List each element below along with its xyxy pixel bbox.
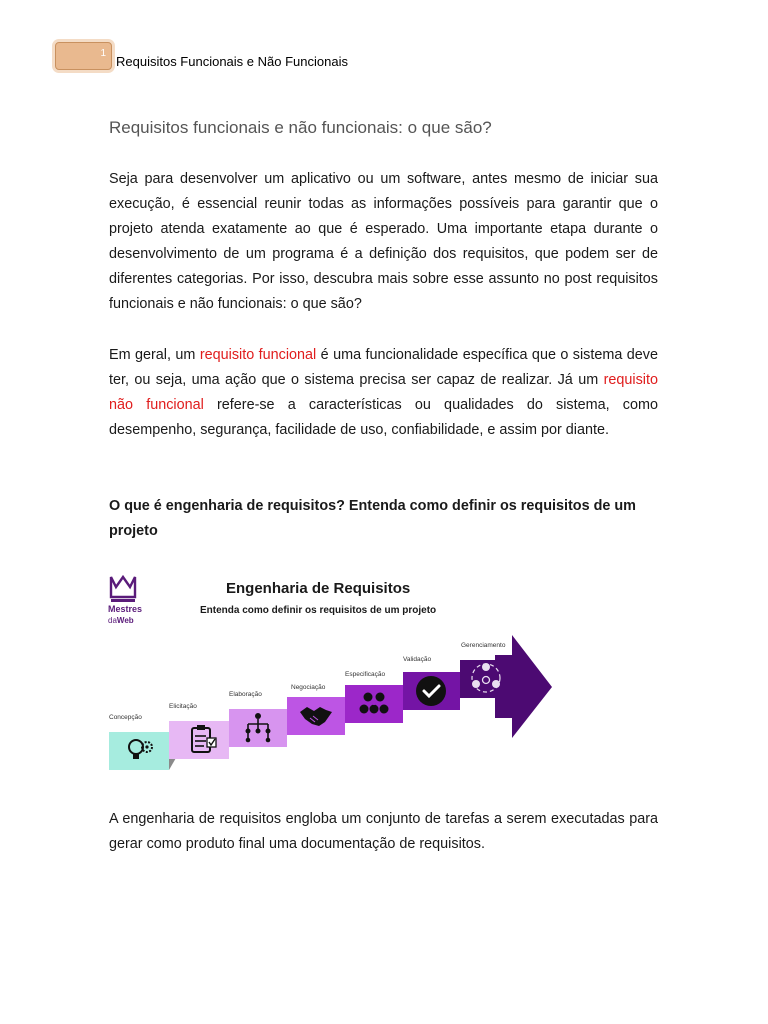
page-number: 1	[100, 48, 106, 59]
step-label-gerenciamento: Gerenciamento	[461, 642, 506, 649]
logo-text-da: da	[108, 616, 117, 625]
infographic-title: Engenharia de Requisitos	[226, 580, 411, 597]
step-label-validacao: Validação	[403, 656, 432, 663]
section-subheading: O que é engenharia de requisitos? Entenda como definir os requisitos de um projeto	[109, 498, 636, 539]
definition-paragraph	[109, 343, 658, 443]
header-title: Requisitos Funcionais e Não Funcionais	[116, 54, 348, 69]
definition-text-1: Em geral, um	[109, 347, 200, 363]
functional-requirement-link[interactable]: requisito funcional	[199, 347, 317, 363]
check-circle-icon	[416, 676, 446, 706]
step-label-especificacao: Especificação	[345, 671, 386, 678]
step-label-elicitacao: Elicitação	[169, 703, 197, 710]
logo-text-line1: Mestres	[108, 604, 143, 614]
step-label-elaboracao: Elaboração	[229, 691, 262, 698]
infographic-subtitle: Entenda como definir os requisitos de um projeto	[200, 605, 437, 616]
closing-paragraph: A engenharia de requisitos engloba um conjunto de tarefas a serem executadas para gerar como produto final uma documentação de requisitos.	[109, 811, 658, 852]
definition-text-2: é uma funcionalidade específica que o sistema deve ter, ou seja, uma ação que o sistema precisa ser capaz de realizar. Já um	[109, 347, 658, 388]
step-label-negociacao: Negociação	[291, 684, 326, 691]
staircase-diagram	[100, 565, 560, 780]
page-heading: Requisitos funcionais e não funcionais: o que são?	[109, 118, 492, 137]
definition-text-3: refere-se a características ou qualidades do sistema, como desempenho, segurança, facilidade de uso, confiabilidade, e assim por diante.	[109, 397, 658, 438]
logo-text-web: Web	[116, 616, 134, 625]
step-label-concepcao: Concepção	[109, 714, 142, 721]
intro-paragraph: Seja para desenvolver um aplicativo ou um software, antes mesmo de iniciar sua execução, é essencial reunir todas as informações possíveis para garantir que o projeto atenda exatamente ao que é esperado. Uma importante etapa durante o desenvolvimento de um programa é a definição dos requisitos, que podem ser de diferentes categorias. Por isso, descubra mais sobre esse assunto no post requisitos funcionais e não funcionais: o que são?	[109, 171, 658, 312]
requirements-engineering-infographic	[100, 565, 560, 780]
page-number-tab	[55, 42, 112, 70]
non-functional-requirement-link[interactable]: requisito não funcional	[109, 372, 658, 413]
